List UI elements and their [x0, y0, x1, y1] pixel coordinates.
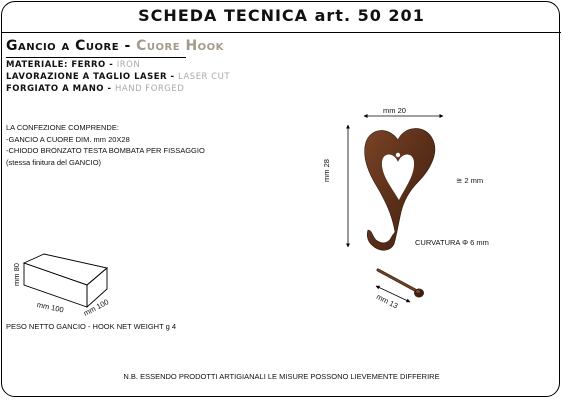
box-illustration — [24, 254, 107, 307]
product-name-it: Gancio a Cuore — [6, 38, 120, 54]
spec-material-en: IRON — [116, 60, 141, 70]
hook-curvature-label: CURVATURA Φ 6 mm — [415, 238, 489, 247]
hook-thickness-label: ≅ 2 mm — [456, 176, 484, 185]
spec-material-label: MATERIALE: FERRO — [6, 60, 106, 70]
package-title: LA CONFEZIONE COMPRENDE: — [6, 123, 119, 132]
disclaimer-note: N.B. ESSENDO PRODOTTI ARTIGIANALI LE MISURE POSSONO LIEVEMENTE DIFFERIRE — [123, 372, 440, 381]
spec-forged-en: HAND FORGED — [115, 84, 185, 94]
spec-material-sep: - — [105, 60, 117, 70]
box-height-label: mm 80 — [12, 263, 21, 286]
package-line: -CHIODO BRONZATO TESTA BOMBATA PER FISSAGGIO — [6, 146, 205, 155]
spec-laser-sep: - — [167, 72, 179, 82]
spec-forged-sep: - — [104, 84, 115, 94]
spec-forged-label: FORGIATO A MANO — [6, 84, 105, 94]
package-line: -GANCIO A CUORE DIM. mm 20X28 — [6, 134, 130, 144]
hook-width-label: mm 20 — [383, 106, 406, 115]
package-line: (stessa finitura del GANCIO) — [6, 157, 102, 167]
box-depth-label: mm 100 — [82, 297, 111, 318]
spec-laser-en: LASER CUT — [178, 72, 231, 82]
heart-hook-illustration — [365, 128, 435, 250]
nail-illustration — [378, 270, 424, 298]
sheet-title: SCHEDA TECNICA art. 50 201 — [138, 6, 425, 25]
spec-laser-label: LAVORAZIONE A TAGLIO LASER — [6, 72, 168, 82]
hook-height-label: mm 28 — [322, 159, 331, 182]
box-length-label: mm 100 — [36, 300, 65, 315]
product-name-separator: - — [124, 38, 131, 54]
net-weight: PESO NETTO GANCIO - HOOK NET WEIGHT g 4 — [6, 322, 177, 331]
product-name-en: Cuore Hook — [136, 38, 224, 54]
nail-length-label: mm 13 — [374, 292, 400, 311]
